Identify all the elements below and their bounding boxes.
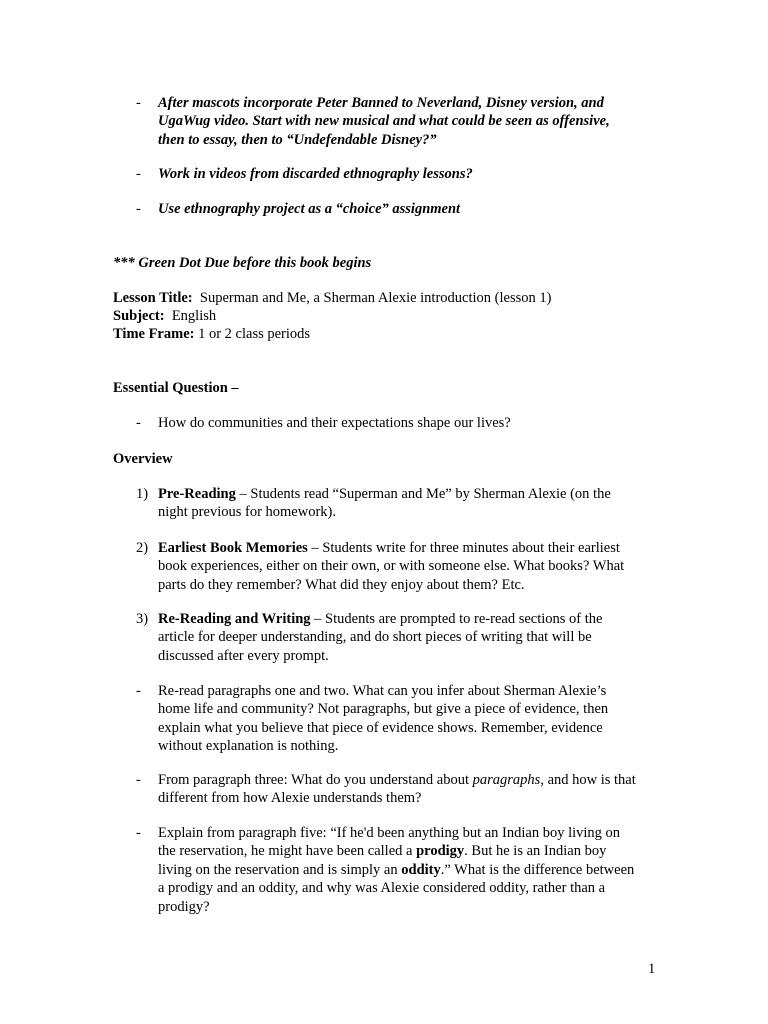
overview-item-2: Earliest Book Memories – Students write for three minutes about their earliest book experiences, either on their own, or with someone else. What books? What parts do they remember? What did they enjoy about them? Etc. <box>158 540 625 593</box>
prompt-dash: - <box>136 683 141 699</box>
note-1-line-1: After mascots incorporate Peter Banned to Neverland, Disney version, and <box>158 95 604 111</box>
overview-item-2-title: Earliest Book Memories <box>158 540 308 556</box>
time-frame-value: 1 or 2 class periods <box>198 326 311 342</box>
overview-item-3-title: Re-Reading and Writing <box>158 611 311 627</box>
lesson-title-value: Superman and Me, a Sherman Alexie introduction (lesson 1) <box>199 290 552 306</box>
note-1-line-3: then to essay, then to “Undefendable Disney?” <box>158 131 437 148</box>
note-dash: - <box>136 166 141 182</box>
overview-number: 1) <box>136 486 149 502</box>
overview-number: 2) <box>136 540 149 556</box>
overview-item-3: Re-Reading and Writing – Students are prompted to re-read sections of the article for deeper understanding, and do short pieces of writing that will be discussed after every prompt. <box>158 611 603 664</box>
overview-heading: Overview <box>113 451 173 467</box>
note-1 <box>158 94 658 149</box>
note-1-line-2: UgaWug video. Start with new musical and what could be seen as offensive, <box>158 113 610 130</box>
subject-label: Subject: <box>113 308 165 324</box>
essential-question: How do communities and their expectations shape our lives? <box>158 415 511 431</box>
note-2 <box>158 165 658 183</box>
time-frame-row <box>113 325 310 343</box>
note-3-line-1: Use ethnography project as a “choice” assignment <box>158 201 461 217</box>
prompt-2: From paragraph three: What do you understand about paragraphs, and how is that different from how Alexie understands them? <box>158 772 636 807</box>
overview-item-1-title: Pre-Reading <box>158 486 236 502</box>
prompt-dash: - <box>136 825 141 841</box>
lesson-title-row <box>113 289 551 307</box>
prompt-1: Re-read paragraphs one and two. What can you infer about Sherman Alexie’s home life and community? Not paragraphs, but give a piece of evidence, then explain what you believe that piece of evidence shows. Remember, evidence without explanation is nothing. <box>158 683 609 755</box>
lesson-title-label: Lesson Title: <box>113 290 193 306</box>
note-3 <box>158 200 658 218</box>
prompt-dash: - <box>136 772 141 788</box>
essential-question-heading: Essential Question – <box>113 380 239 396</box>
essential-dash: - <box>136 415 141 431</box>
overview-item-1: Pre-Reading – Students read “Superman and Me” by Sherman Alexie (on the night previous for homework). <box>158 486 611 521</box>
note-2-line-1: Work in videos from discarded ethnography lessons? <box>158 166 473 182</box>
green-dot-note: *** Green Dot Due before this book begins <box>113 255 372 271</box>
prompt-3: Explain from paragraph five: “If he'd been anything but an Indian boy living on the reservation, he might have been called a prodigy. But he is an Indian boy living on the reservation and is simply an oddity.” What is the difference between a prodigy and an oddity, and why was Alexie considered oddity, rather than a prodigy? <box>158 825 635 915</box>
note-dash: - <box>136 95 141 111</box>
overview-number: 3) <box>136 611 149 627</box>
subject-row <box>113 307 216 325</box>
note-dash: - <box>136 201 141 217</box>
page-number: 1 <box>648 961 656 977</box>
subject-value: English <box>171 308 217 324</box>
time-frame-label: Time Frame: <box>113 326 195 342</box>
